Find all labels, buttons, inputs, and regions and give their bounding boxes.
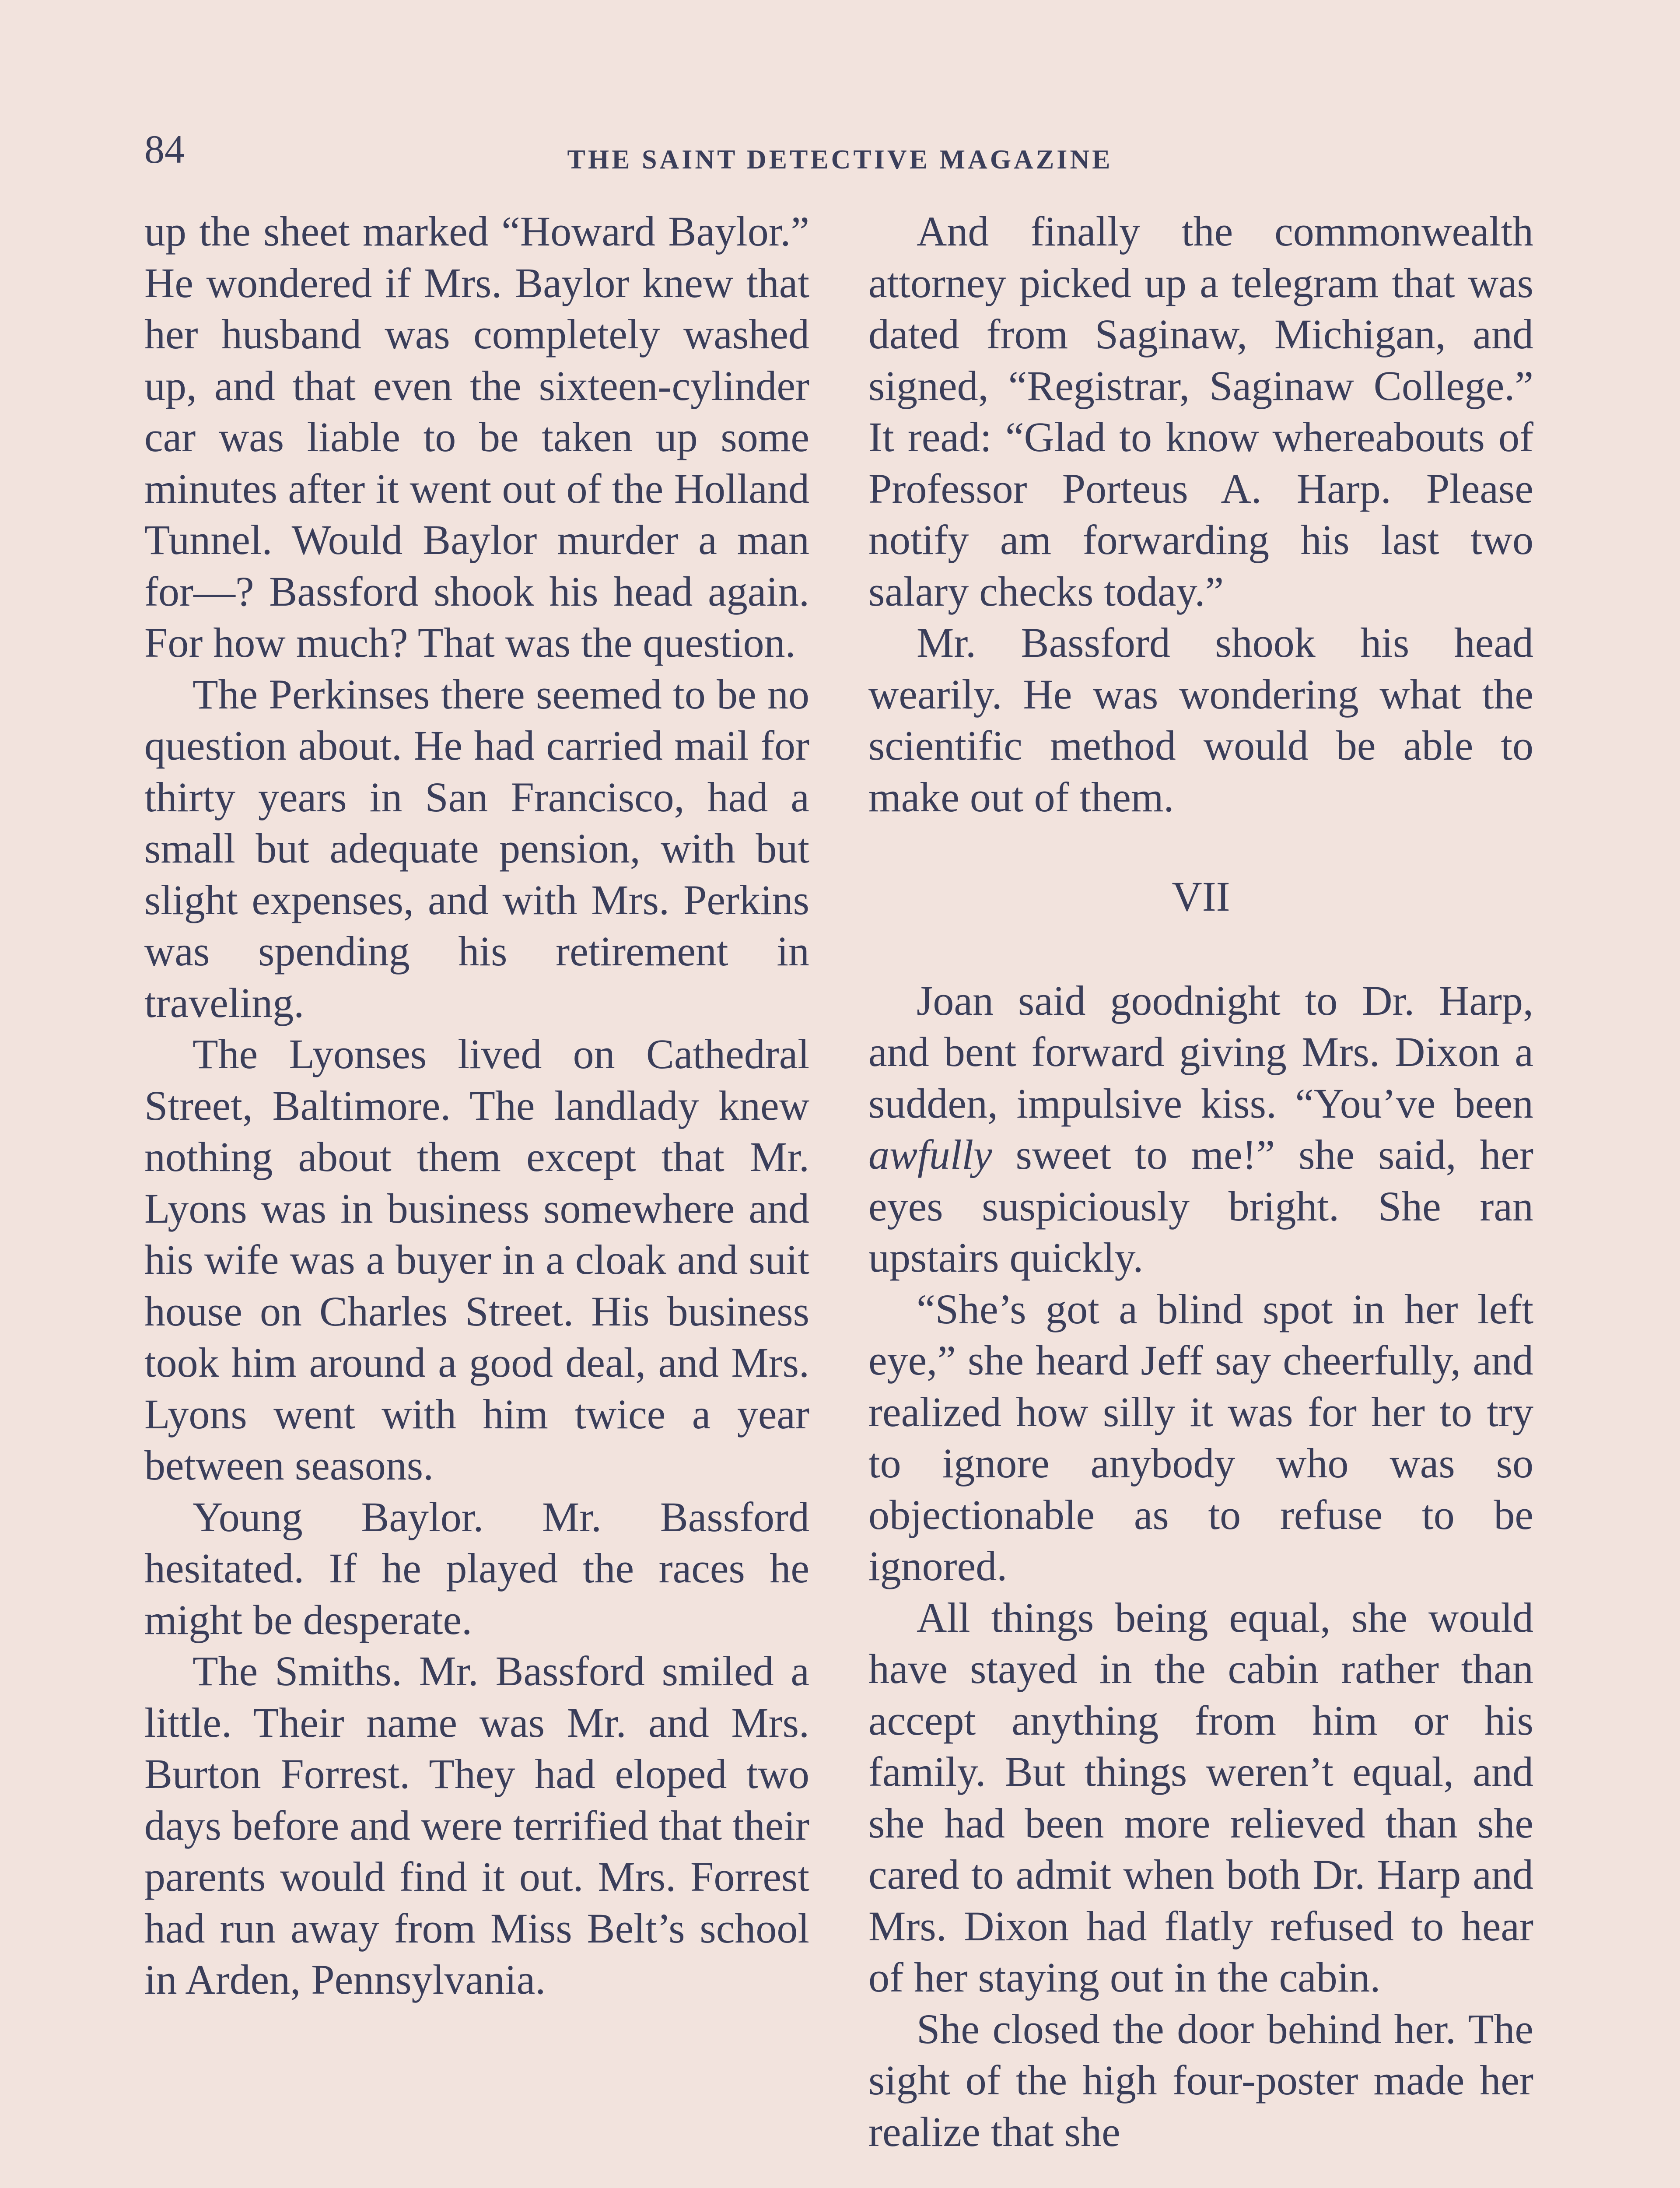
page-number: 84 [144, 127, 185, 172]
running-title: THE SAINT DETECTIVE MAGAZINE [567, 145, 1113, 175]
paragraph: And finally the commonwealth attorney picked up a telegram that was dated from Saginaw, Michigan, and signed, “Registrar, Saginaw College.” It read: “Glad to know whereabouts of Professor Porteus A. Harp. Please notify am forwarding his last two salary checks today.” [868, 208, 1533, 615]
right-column [868, 206, 1533, 2157]
paragraph [868, 975, 1533, 1283]
paragraph: The Perkinses there seemed to be no question about. He had carried mail for thirty years in San Francisco, had a small but adequate pension, with but slight expenses, and with Mrs. Perkins was spending his retirement in traveling. [144, 670, 809, 1026]
paragraph: All things being equal, she would have stayed in the cabin rather than accept anything from him or his family. But things weren’t equal, and she had been more relieved than she cared to admit when both Dr. Harp and Mrs. Dixon had flatly refused to hear of her staying out in the cabin. [868, 1594, 1533, 2001]
left-column [144, 206, 809, 2006]
paragraph: Young Baylor. Mr. Bassford hesitated. If he played the races he might be desperate. [144, 1493, 809, 1643]
section-heading: VII [1172, 873, 1230, 920]
paragraph: She closed the door behind her. The sight of the high four-poster made her realize that she [868, 2005, 1533, 2155]
paragraph: Mr. Bassford shook his head wearily. He was wondering what the scientific method would be able to make out of them. [868, 619, 1533, 820]
paragraph: “She’s got a blind spot in her left eye,” she heard Jeff say cheerfully, and realized how silly it was for her to try to ignore anybody who was so objectionable as to refuse to be ignored. [868, 1285, 1533, 1589]
emphasis-text: awfully [868, 1131, 992, 1178]
paragraph: The Smiths. Mr. Bassford smiled a little. Their name was Mr. and Mrs. Burton Forrest. They had eloped two days before and were terrified that their parents would find it out. Mrs. Forrest had run away from Miss Belt’s school in Arden, Pennsylvania. [144, 1648, 809, 2003]
paragraph-text: Joan said goodnight to Dr. Harp, and bent forward giving Mrs. Dixon a sudden, impulsive kiss. “You’ve been [868, 977, 1533, 1127]
paragraph: The Lyonses lived on Cathedral Street, Baltimore. The landlady knew nothing about them except that Mr. Lyons was in business somewhere and his wife was a buyer in a cloak and suit house on Charles Street. His business took him around a good deal, and Mrs. Lyons went with him twice a year between seasons. [144, 1031, 809, 1489]
paragraph-text: sweet to me!” she said, her eyes suspiciously bright. She ran upstairs quickly. [868, 1131, 1533, 1281]
paragraph: up the sheet marked “Howard Baylor.” He wondered if Mrs. Baylor knew that her husband was completely washed up, and that even the sixteen-cylinder car was liable to be taken up some minutes after it went out of the Holland Tunnel. Would Baylor murder a man for—? Bassford shook his head again. For how much? That was the question. [144, 208, 809, 666]
